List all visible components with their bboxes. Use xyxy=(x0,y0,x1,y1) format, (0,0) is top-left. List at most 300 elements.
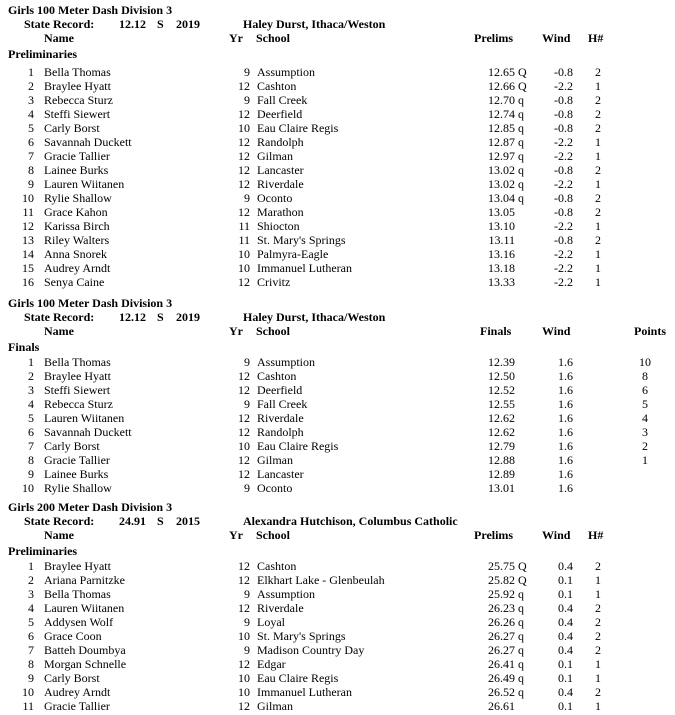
place-cell: 4 xyxy=(28,397,34,411)
extra-cell: 1 xyxy=(595,177,601,191)
athlete-name: Gracie Tallier xyxy=(44,453,110,467)
school-name: Riverdale xyxy=(257,411,304,425)
extra-cell: 2 xyxy=(642,439,648,453)
place-cell: 2 xyxy=(28,573,34,587)
school-name: Eau Claire Regis xyxy=(257,121,339,135)
school-name: St. Mary's Springs xyxy=(257,629,346,643)
athlete-name: Rebecca Sturz xyxy=(44,397,113,411)
place-cell: 8 xyxy=(28,453,34,467)
mark-cell: 12.97 xyxy=(488,149,515,163)
school-name: St. Mary's Springs xyxy=(257,233,346,247)
result-row xyxy=(0,233,675,247)
athlete-name: Bella Thomas xyxy=(44,587,111,601)
wind-cell: 1.6 xyxy=(558,439,573,453)
result-row xyxy=(0,573,675,587)
athlete-name: Savannah Duckett xyxy=(44,425,132,439)
athlete-name: Bella Thomas xyxy=(44,355,111,369)
mark-cell: 26.61 xyxy=(488,699,515,713)
extra-cell: 1 xyxy=(595,135,601,149)
header-wind: Wind xyxy=(542,528,571,542)
school-name: Elkhart Lake - Glenbeulah xyxy=(257,573,385,587)
record-code: S xyxy=(157,17,164,31)
qualifier-mark: Q xyxy=(518,559,527,573)
extra-cell: 2 xyxy=(595,629,601,643)
qualifier-mark: q xyxy=(518,601,524,615)
mark-cell: 13.10 xyxy=(488,219,515,233)
wind-cell: 0.4 xyxy=(558,643,573,657)
extra-cell: 2 xyxy=(595,615,601,629)
place-cell: 13 xyxy=(22,233,34,247)
school-name: Marathon xyxy=(257,205,304,219)
school-name: Riverdale xyxy=(257,177,304,191)
place-cell: 11 xyxy=(22,699,34,713)
column-header-row xyxy=(0,528,675,542)
school-name: Immanuel Lutheran xyxy=(257,261,352,275)
place-cell: 6 xyxy=(28,425,34,439)
year-cell: 10 xyxy=(238,629,250,643)
year-cell: 9 xyxy=(244,615,250,629)
wind-cell: -2.2 xyxy=(554,149,573,163)
event-title: Girls 100 Meter Dash Division 3 xyxy=(8,3,173,17)
result-row xyxy=(0,615,675,629)
wind-cell: 1.6 xyxy=(558,369,573,383)
header-mark: Prelims xyxy=(474,31,514,45)
mark-cell: 12.52 xyxy=(488,383,515,397)
place-cell: 3 xyxy=(28,93,34,107)
result-row xyxy=(0,121,675,135)
extra-cell: 8 xyxy=(642,369,648,383)
qualifier-mark: q xyxy=(518,149,524,163)
school-name: Assumption xyxy=(257,587,316,601)
place-cell: 4 xyxy=(28,107,34,121)
result-row xyxy=(0,107,675,121)
extra-cell: 2 xyxy=(595,107,601,121)
round-label xyxy=(0,544,675,558)
place-cell: 3 xyxy=(28,587,34,601)
extra-cell: 1 xyxy=(595,275,601,289)
qualifier-mark: Q xyxy=(518,573,527,587)
extra-cell: 2 xyxy=(595,685,601,699)
athlete-name: Audrey Arndt xyxy=(44,685,111,699)
qualifier-mark: q xyxy=(518,685,524,699)
place-cell: 7 xyxy=(28,439,34,453)
place-cell: 3 xyxy=(28,383,34,397)
result-row xyxy=(0,275,675,289)
extra-cell: 1 xyxy=(595,79,601,93)
result-row xyxy=(0,247,675,261)
school-name: Gilman xyxy=(257,149,293,163)
school-name: Deerfield xyxy=(257,107,303,121)
school-name: Randolph xyxy=(257,425,304,439)
year-cell: 10 xyxy=(238,121,250,135)
event-title-row xyxy=(0,500,675,514)
result-row xyxy=(0,355,675,369)
athlete-name: Carly Borst xyxy=(44,121,100,135)
place-cell: 6 xyxy=(28,629,34,643)
mark-cell: 12.50 xyxy=(488,369,515,383)
state-record-row xyxy=(0,514,675,528)
athlete-name: Ariana Parnitzke xyxy=(44,573,125,587)
mark-cell: 13.33 xyxy=(488,275,515,289)
place-cell: 8 xyxy=(28,657,34,671)
header-name: Name xyxy=(44,324,74,338)
athlete-name: Grace Kahon xyxy=(44,205,108,219)
result-row xyxy=(0,369,675,383)
result-row xyxy=(0,481,675,495)
athlete-name: Carly Borst xyxy=(44,671,100,685)
place-cell: 1 xyxy=(28,355,34,369)
place-cell: 5 xyxy=(28,615,34,629)
athlete-name: Senya Caine xyxy=(44,275,105,289)
header-extra: H# xyxy=(588,31,604,45)
athlete-name: Rebecca Sturz xyxy=(44,93,113,107)
state-record-row xyxy=(0,17,675,31)
column-header-row xyxy=(0,324,675,338)
result-row xyxy=(0,629,675,643)
mark-cell: 25.75 xyxy=(488,559,515,573)
result-row xyxy=(0,643,675,657)
year-cell: 10 xyxy=(238,247,250,261)
school-name: Gilman xyxy=(257,699,293,713)
school-name: Oconto xyxy=(257,191,293,205)
state-record-row xyxy=(0,310,675,324)
qualifier-mark: q xyxy=(518,177,524,191)
result-row xyxy=(0,425,675,439)
year-cell: 9 xyxy=(244,643,250,657)
extra-cell: 6 xyxy=(642,383,648,397)
wind-cell: 1.6 xyxy=(558,453,573,467)
result-row xyxy=(0,93,675,107)
athlete-name: Riley Walters xyxy=(44,233,110,247)
mark-cell: 12.62 xyxy=(488,425,515,439)
record-time: 12.12 xyxy=(119,310,146,324)
place-cell: 9 xyxy=(28,467,34,481)
qualifier-mark: q xyxy=(518,163,524,177)
record-code: S xyxy=(157,514,164,528)
qualifier-mark: q xyxy=(518,135,524,149)
year-cell: 9 xyxy=(244,355,250,369)
place-cell: 12 xyxy=(22,219,34,233)
header-yr: Yr xyxy=(229,31,243,45)
year-cell: 10 xyxy=(238,685,250,699)
place-cell: 9 xyxy=(28,671,34,685)
athlete-name: Lauren Wiitanen xyxy=(44,411,125,425)
place-cell: 10 xyxy=(22,481,34,495)
result-row xyxy=(0,177,675,191)
mark-cell: 13.02 xyxy=(488,177,515,191)
extra-cell: 2 xyxy=(595,93,601,107)
qualifier-mark: Q xyxy=(518,65,527,79)
record-year: 2019 xyxy=(176,17,200,31)
mark-cell: 13.01 xyxy=(488,481,515,495)
athlete-name: Lauren Wiitanen xyxy=(44,177,125,191)
wind-cell: 1.6 xyxy=(558,355,573,369)
mark-cell: 12.79 xyxy=(488,439,515,453)
year-cell: 10 xyxy=(238,261,250,275)
wind-cell: 0.4 xyxy=(558,629,573,643)
athlete-name: Audrey Arndt xyxy=(44,261,111,275)
mark-cell: 12.39 xyxy=(488,355,515,369)
athlete-name: Addysen Wolf xyxy=(44,615,114,629)
record-year: 2015 xyxy=(176,514,200,528)
wind-cell: 0.1 xyxy=(558,657,573,671)
result-row xyxy=(0,205,675,219)
year-cell: 9 xyxy=(244,397,250,411)
record-year: 2019 xyxy=(176,310,200,324)
result-row xyxy=(0,699,675,713)
record-holder: Haley Durst, Ithaca/Weston xyxy=(243,17,386,31)
header-yr: Yr xyxy=(229,324,243,338)
year-cell: 12 xyxy=(238,699,250,713)
result-row xyxy=(0,587,675,601)
record-code: S xyxy=(157,310,164,324)
school-name: Fall Creek xyxy=(257,397,308,411)
place-cell: 1 xyxy=(28,559,34,573)
school-name: Lancaster xyxy=(257,163,304,177)
athlete-name: Braylee Hyatt xyxy=(44,559,111,573)
athlete-name: Gracie Tallier xyxy=(44,149,110,163)
athlete-name: Rylie Shallow xyxy=(44,191,112,205)
extra-cell: 5 xyxy=(642,397,648,411)
round-label xyxy=(0,47,675,61)
mark-cell: 25.92 xyxy=(488,587,515,601)
extra-cell: 1 xyxy=(642,453,648,467)
year-cell: 12 xyxy=(238,573,250,587)
result-row xyxy=(0,135,675,149)
school-name: Eau Claire Regis xyxy=(257,439,339,453)
header-name: Name xyxy=(44,528,74,542)
year-cell: 12 xyxy=(238,163,250,177)
school-name: Assumption xyxy=(257,65,316,79)
wind-cell: -2.2 xyxy=(554,79,573,93)
school-name: Oconto xyxy=(257,481,293,495)
school-name: Gilman xyxy=(257,453,293,467)
header-school: School xyxy=(256,528,291,542)
place-cell: 6 xyxy=(28,135,34,149)
school-name: Cashton xyxy=(257,559,297,573)
mark-cell: 26.27 xyxy=(488,629,515,643)
athlete-name: Gracie Tallier xyxy=(44,699,110,713)
year-cell: 9 xyxy=(244,93,250,107)
year-cell: 12 xyxy=(238,383,250,397)
wind-cell: -2.2 xyxy=(554,247,573,261)
mark-cell: 12.55 xyxy=(488,397,515,411)
extra-cell: 3 xyxy=(642,425,648,439)
record-label: State Record: xyxy=(24,310,95,324)
place-cell: 5 xyxy=(28,121,34,135)
wind-cell: -2.2 xyxy=(554,177,573,191)
athlete-name: Carly Borst xyxy=(44,439,100,453)
athlete-name: Lainee Burks xyxy=(44,467,109,481)
wind-cell: 1.6 xyxy=(558,397,573,411)
wind-cell: -0.8 xyxy=(554,121,573,135)
wind-cell: -0.8 xyxy=(554,107,573,121)
athlete-name: Rylie Shallow xyxy=(44,481,112,495)
extra-cell: 2 xyxy=(595,233,601,247)
extra-cell: 1 xyxy=(595,671,601,685)
school-name: Deerfield xyxy=(257,383,303,397)
mark-cell: 26.52 xyxy=(488,685,515,699)
year-cell: 9 xyxy=(244,191,250,205)
extra-cell: 2 xyxy=(595,121,601,135)
year-cell: 12 xyxy=(238,205,250,219)
place-cell: 11 xyxy=(22,205,34,219)
extra-cell: 1 xyxy=(595,149,601,163)
mark-cell: 25.82 xyxy=(488,573,515,587)
athlete-name: Morgan Schnelle xyxy=(44,657,127,671)
wind-cell: -2.2 xyxy=(554,135,573,149)
result-row xyxy=(0,397,675,411)
record-time: 12.12 xyxy=(119,17,146,31)
athlete-name: Bella Thomas xyxy=(44,65,111,79)
result-row xyxy=(0,559,675,573)
school-name: Randolph xyxy=(257,135,304,149)
wind-cell: -2.2 xyxy=(554,219,573,233)
extra-cell: 2 xyxy=(595,163,601,177)
result-row xyxy=(0,65,675,79)
athlete-name: Braylee Hyatt xyxy=(44,79,111,93)
extra-cell: 2 xyxy=(595,643,601,657)
wind-cell: -0.8 xyxy=(554,93,573,107)
year-cell: 12 xyxy=(238,425,250,439)
mark-cell: 26.23 xyxy=(488,601,515,615)
wind-cell: 1.6 xyxy=(558,411,573,425)
result-row xyxy=(0,439,675,453)
year-cell: 12 xyxy=(238,601,250,615)
wind-cell: -2.2 xyxy=(554,275,573,289)
result-row xyxy=(0,411,675,425)
school-name: Lancaster xyxy=(257,467,304,481)
school-name: Palmyra-Eagle xyxy=(257,247,329,261)
year-cell: 9 xyxy=(244,481,250,495)
athlete-name: Batteh Doumbya xyxy=(44,643,126,657)
extra-cell: 1 xyxy=(595,219,601,233)
athlete-name: Braylee Hyatt xyxy=(44,369,111,383)
year-cell: 10 xyxy=(238,671,250,685)
extra-cell: 4 xyxy=(642,411,648,425)
athlete-name: Savannah Duckett xyxy=(44,135,132,149)
extra-cell: 1 xyxy=(595,587,601,601)
qualifier-mark: q xyxy=(518,657,524,671)
athlete-name: Lauren Wiitanen xyxy=(44,601,125,615)
record-holder: Alexandra Hutchison, Columbus Catholic xyxy=(243,514,458,528)
school-name: Madison Country Day xyxy=(257,643,365,657)
result-row xyxy=(0,191,675,205)
school-name: Edgar xyxy=(257,657,286,671)
mark-cell: 13.04 xyxy=(488,191,515,205)
school-name: Crivitz xyxy=(257,275,291,289)
qualifier-mark: q xyxy=(518,671,524,685)
header-extra: Points xyxy=(634,324,667,338)
header-mark: Finals xyxy=(480,324,512,338)
year-cell: 12 xyxy=(238,411,250,425)
place-cell: 8 xyxy=(28,163,34,177)
place-cell: 14 xyxy=(22,247,34,261)
place-cell: 2 xyxy=(28,79,34,93)
column-header-row xyxy=(0,31,675,45)
wind-cell: -0.8 xyxy=(554,205,573,219)
place-cell: 1 xyxy=(28,65,34,79)
extra-cell: 2 xyxy=(595,601,601,615)
event-title: Girls 100 Meter Dash Division 3 xyxy=(8,296,173,310)
event-title: Girls 200 Meter Dash Division 3 xyxy=(8,500,173,514)
result-row xyxy=(0,467,675,481)
place-cell: 10 xyxy=(22,191,34,205)
record-holder: Haley Durst, Ithaca/Weston xyxy=(243,310,386,324)
year-cell: 12 xyxy=(238,453,250,467)
school-name: Assumption xyxy=(257,355,316,369)
place-cell: 7 xyxy=(28,149,34,163)
header-name: Name xyxy=(44,31,74,45)
place-cell: 15 xyxy=(22,261,34,275)
athlete-name: Grace Coon xyxy=(44,629,102,643)
place-cell: 7 xyxy=(28,643,34,657)
result-row xyxy=(0,261,675,275)
mark-cell: 26.27 xyxy=(488,643,515,657)
qualifier-mark: q xyxy=(518,629,524,643)
result-row xyxy=(0,671,675,685)
school-name: Loyal xyxy=(257,615,285,629)
year-cell: 12 xyxy=(238,559,250,573)
qualifier-mark: q xyxy=(518,93,524,107)
mark-cell: 12.66 xyxy=(488,79,515,93)
wind-cell: -0.8 xyxy=(554,163,573,177)
qualifier-mark: q xyxy=(518,587,524,601)
header-school: School xyxy=(256,31,291,45)
round-label-text: Preliminaries xyxy=(8,47,78,61)
athlete-name: Karissa Birch xyxy=(44,219,110,233)
place-cell: 10 xyxy=(22,685,34,699)
mark-cell: 12.74 xyxy=(488,107,515,121)
qualifier-mark: q xyxy=(518,121,524,135)
year-cell: 12 xyxy=(238,657,250,671)
result-row xyxy=(0,219,675,233)
mark-cell: 12.65 xyxy=(488,65,515,79)
wind-cell: 1.6 xyxy=(558,383,573,397)
wind-cell: 0.1 xyxy=(558,587,573,601)
year-cell: 10 xyxy=(238,439,250,453)
wind-cell: 1.6 xyxy=(558,467,573,481)
athlete-name: Steffi Siewert xyxy=(44,107,111,121)
year-cell: 12 xyxy=(238,275,250,289)
wind-cell: 0.1 xyxy=(558,671,573,685)
mark-cell: 12.88 xyxy=(488,453,515,467)
result-row xyxy=(0,149,675,163)
qualifier-mark: q xyxy=(518,107,524,121)
athlete-name: Lainee Burks xyxy=(44,163,109,177)
wind-cell: -0.8 xyxy=(554,191,573,205)
mark-cell: 26.49 xyxy=(488,671,515,685)
record-label: State Record: xyxy=(24,514,95,528)
school-name: Shiocton xyxy=(257,219,300,233)
wind-cell: 1.6 xyxy=(558,425,573,439)
wind-cell: -0.8 xyxy=(554,233,573,247)
wind-cell: -0.8 xyxy=(554,65,573,79)
extra-cell: 2 xyxy=(595,191,601,205)
result-row xyxy=(0,657,675,671)
year-cell: 12 xyxy=(238,467,250,481)
school-name: Cashton xyxy=(257,369,297,383)
mark-cell: 13.02 xyxy=(488,163,515,177)
header-school: School xyxy=(256,324,291,338)
mark-cell: 12.62 xyxy=(488,411,515,425)
header-mark: Prelims xyxy=(474,528,514,542)
year-cell: 12 xyxy=(238,135,250,149)
result-row xyxy=(0,685,675,699)
wind-cell: 0.4 xyxy=(558,685,573,699)
result-row xyxy=(0,383,675,397)
qualifier-mark: Q xyxy=(518,79,527,93)
